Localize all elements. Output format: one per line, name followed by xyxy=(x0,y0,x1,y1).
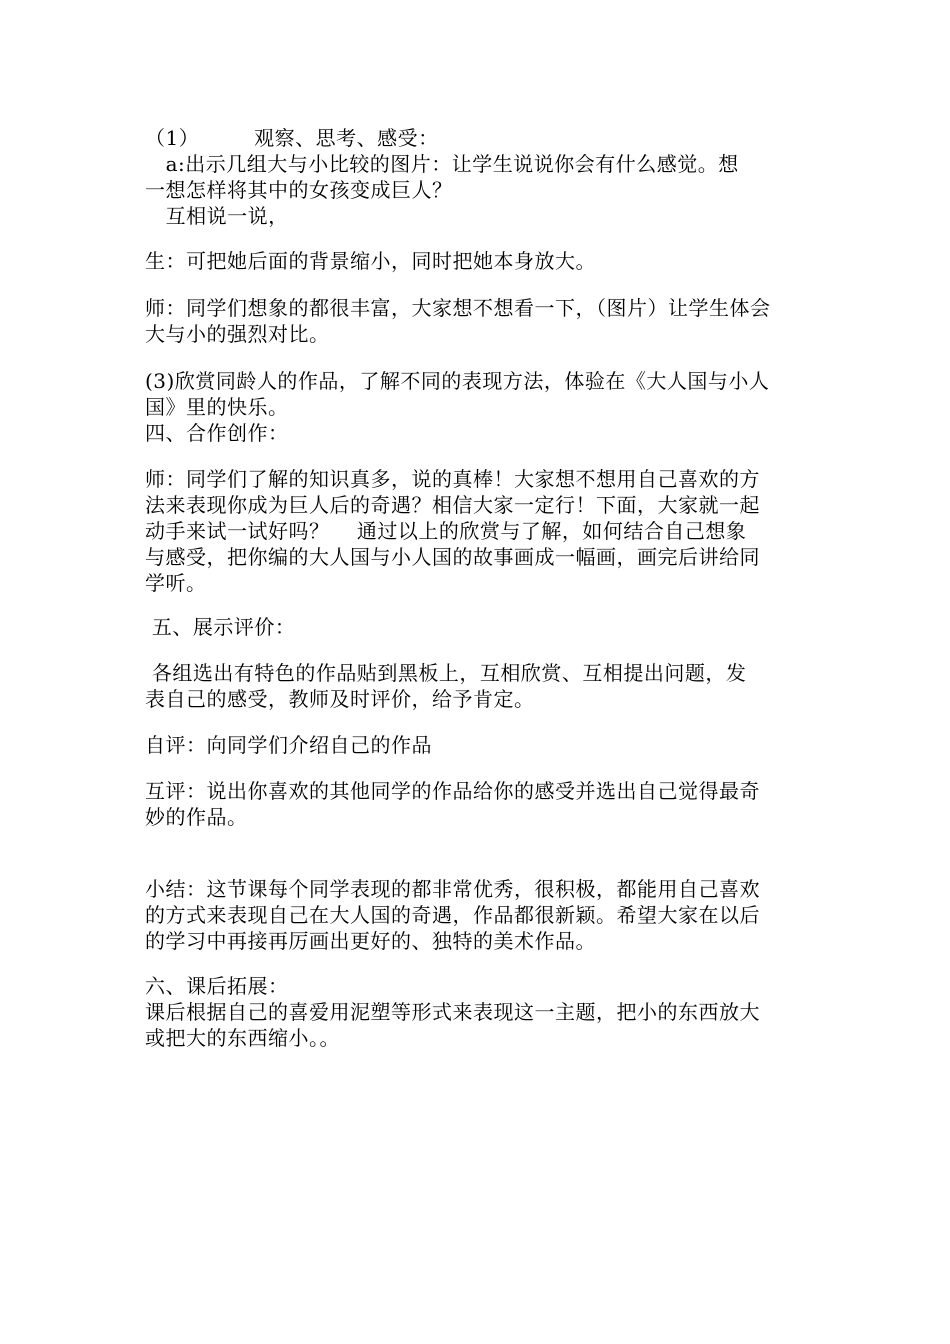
text-line: 课后根据自己的喜爱用泥塑等形式来表现这一主题，把小的东西放大 xyxy=(145,1000,760,1024)
text-line: 或把大的东西缩小。。 xyxy=(145,1026,340,1050)
text-line: 学听。 xyxy=(145,571,207,595)
text-line: 生：可把她后面的背景缩小，同时把她本身放大。 xyxy=(145,249,596,273)
section-heading: 六、课后拓展： xyxy=(145,974,289,998)
text-line: 与感受，把你编的大人国与小人国的故事画成一幅画，画完后讲给同 xyxy=(145,545,760,569)
text-line: 的方式来表现自己在大人国的奇遇，作品都很新颖。希望大家在以后 xyxy=(145,903,760,927)
text-line: 法来表现你成为巨人后的奇遇？相信大家一定行！下面，大家就一起 xyxy=(145,493,760,517)
text-line: 表自己的感受，教师及时评价，给予肯定。 xyxy=(145,687,535,711)
text-line: 互评：说出你喜欢的其他同学的作品给你的感受并选出自己觉得最奇 xyxy=(145,779,760,803)
text-line: (3)欣赏同龄人的作品，了解不同的表现方法，体验在《大人国与小人 xyxy=(145,369,770,393)
text-line: a:出示几组大与小比较的图片：让学生说说你会有什么感觉。想 xyxy=(145,152,739,176)
text-line: 妙的作品。 xyxy=(145,805,248,829)
text-line: 互相说一说， xyxy=(145,204,289,228)
text-line: 一想怎样将其中的女孩变成巨人？ xyxy=(145,178,453,202)
text-line: 的学习中再接再厉画出更好的、独特的美术作品。 xyxy=(145,929,596,953)
section-heading: 五、展示评价： xyxy=(145,615,296,639)
text-line: 国》里的快乐。 xyxy=(145,395,289,419)
text-line: 自评：向同学们介绍自己的作品 xyxy=(145,733,432,757)
text-line: 大与小的强烈对比。 xyxy=(145,322,330,346)
text-line: 小结：这节课每个同学表现的都非常优秀，很积极，都能用自己喜欢 xyxy=(145,877,760,901)
text-line: 师：同学们了解的知识真多，说的真棒！大家想不想用自己喜欢的方 xyxy=(145,467,760,491)
section-heading: 四、合作创作： xyxy=(145,421,289,445)
text-line: 师：同学们想象的都很丰富，大家想不想看一下，（图片）让学生体会 xyxy=(145,296,771,320)
text-line: （1） 观察、思考、感受： xyxy=(145,126,439,150)
text-line: 各组选出有特色的作品贴到黑板上，互相欣赏、互相提出问题，发 xyxy=(145,661,747,685)
text-line: 动手来试一试好吗？ 通过以上的欣赏与了解，如何结合自己想象 xyxy=(145,519,747,543)
